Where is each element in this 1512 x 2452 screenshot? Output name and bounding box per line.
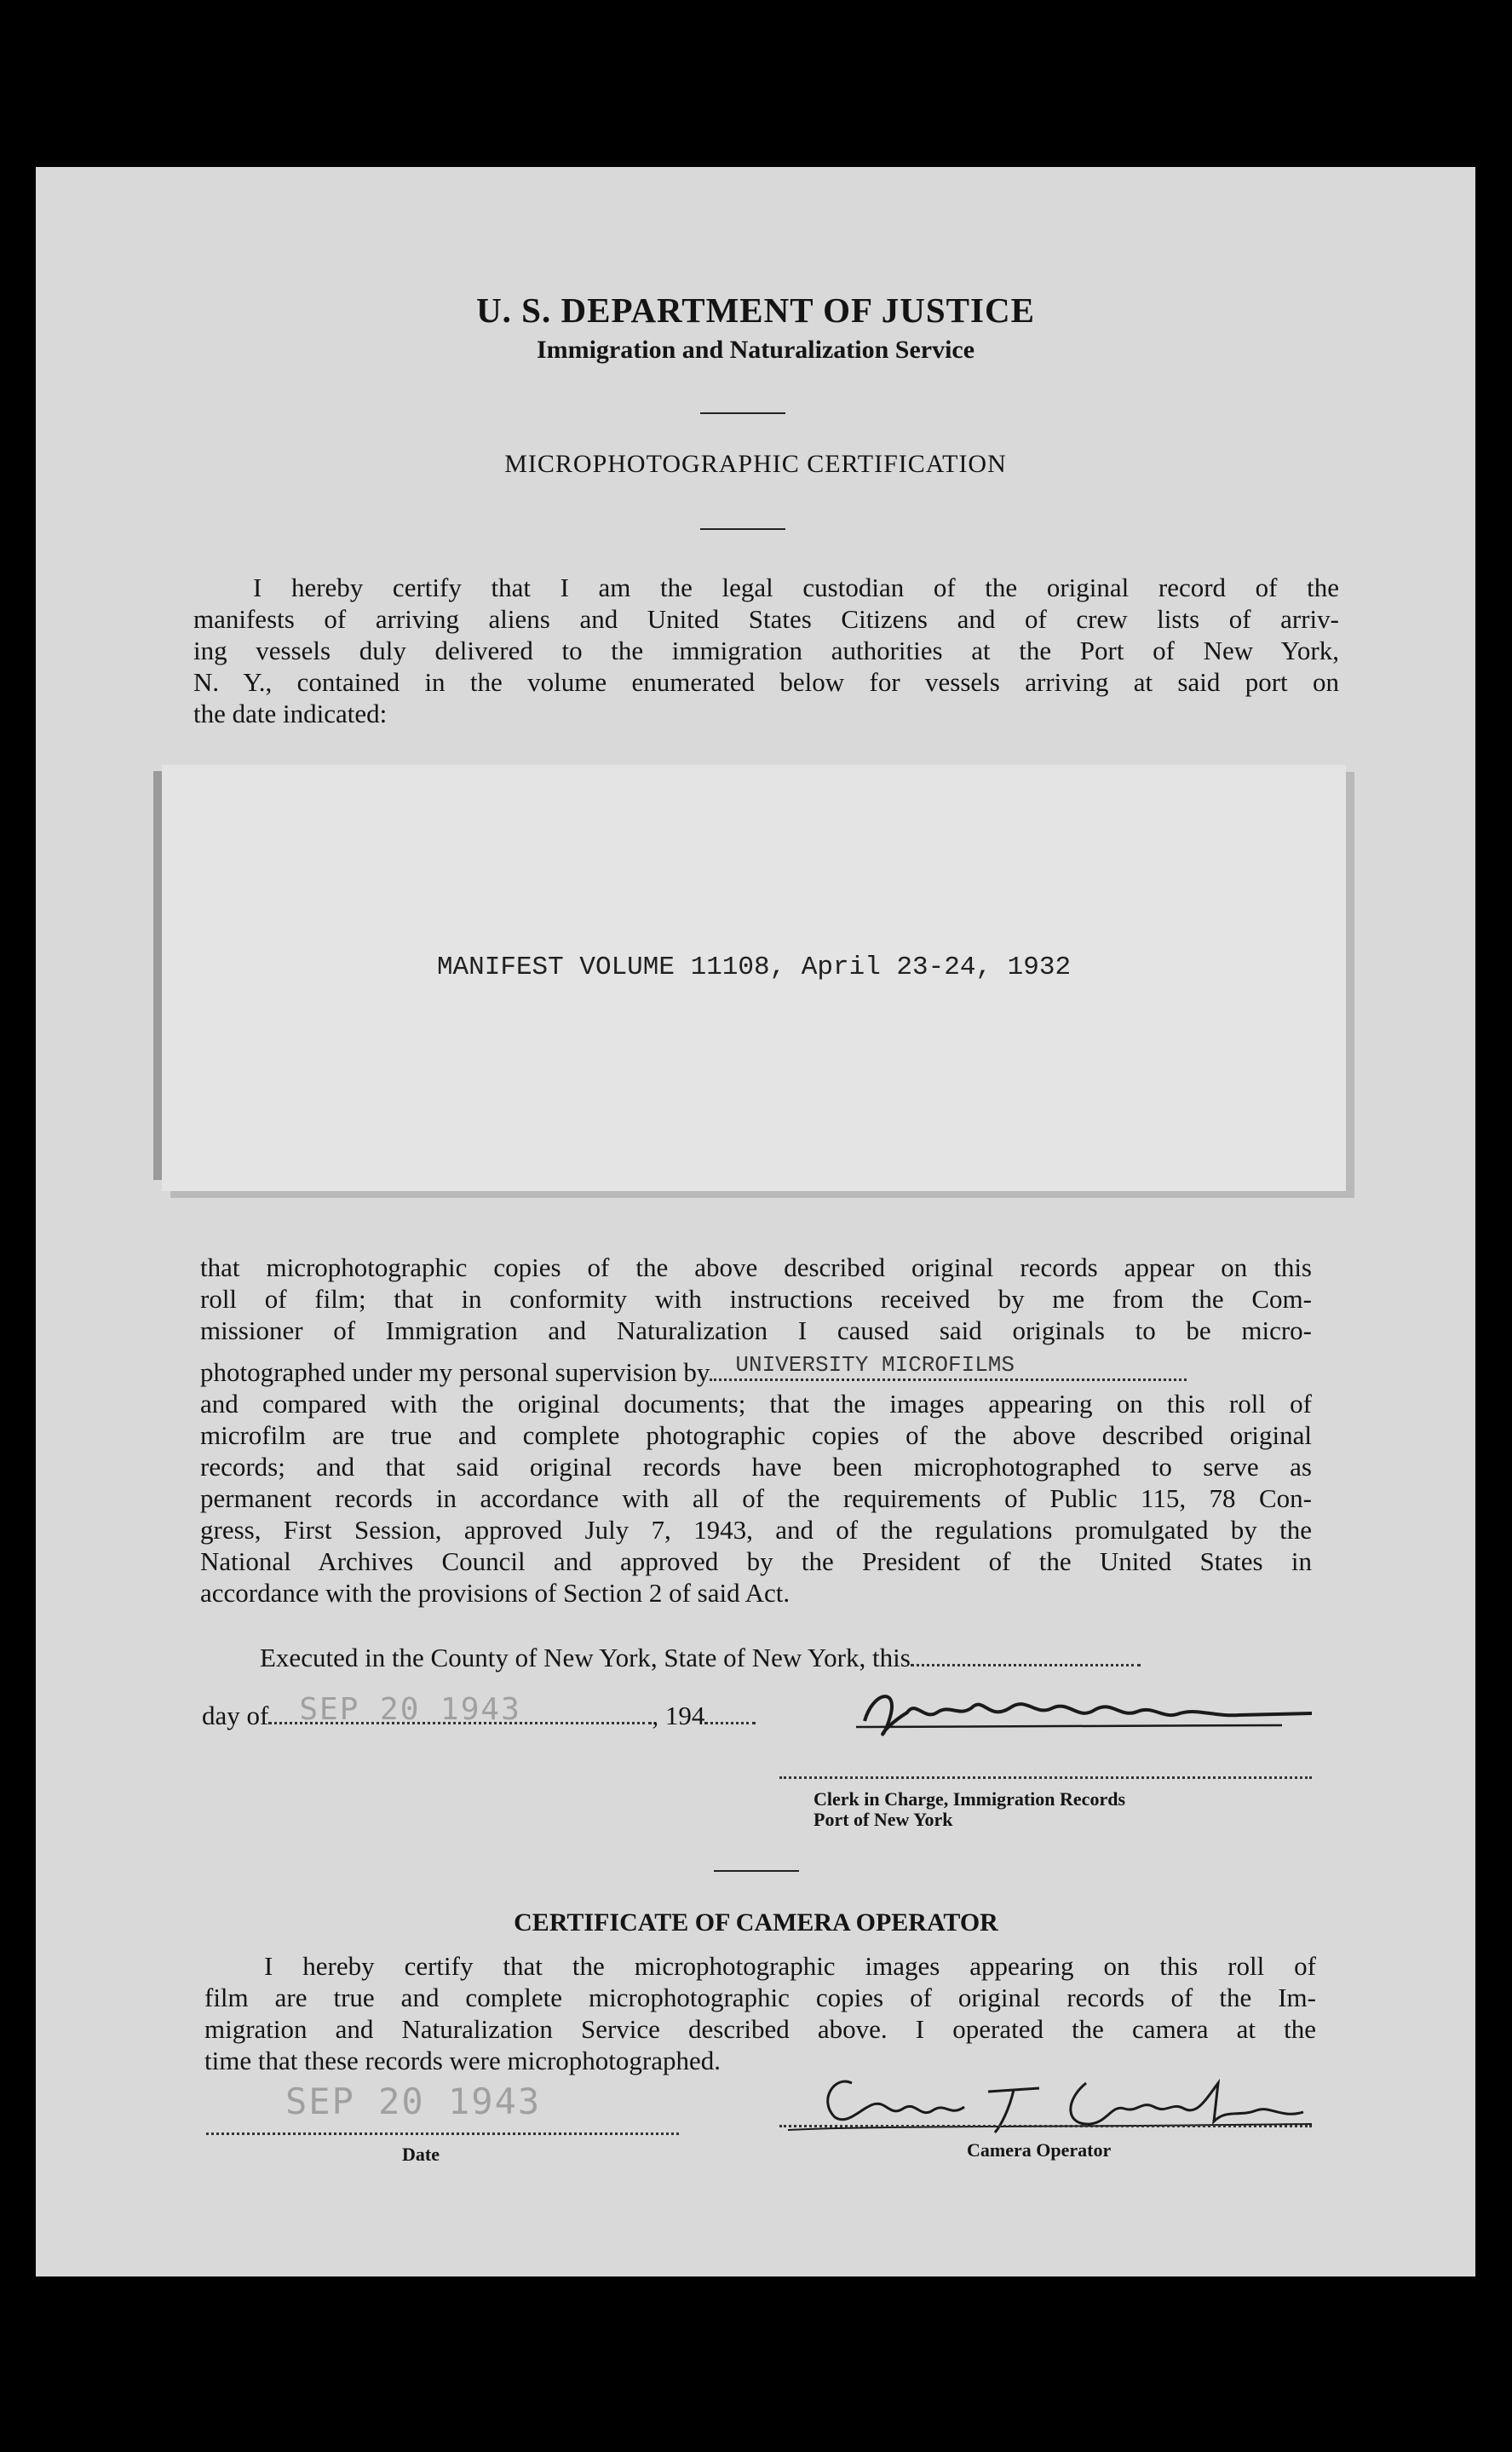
camera-date-stamp: SEP 20 1943 [285,2081,542,2122]
certification-paragraph [200,1252,1312,1627]
certification-title: MICROPHOTOGRAPHIC CERTIFICATION [504,450,1007,478]
divider [700,528,785,530]
divider [700,412,785,414]
day-of-field [268,1692,652,1727]
cert-line: roll of film; that in conformity with instructions received by me from the Com- [200,1284,1312,1314]
cert-line: permanent records in accordance with all of the requirements of Public 115, 78 Con- [200,1483,1312,1513]
clerk-signature [839,1683,1316,1742]
cert-line: accordance with the provisions of Section 2 of said Act. [200,1578,790,1608]
camera-date-line [206,2133,679,2135]
camera-line: migration and Naturalization Service described above. I operated the camera at the [204,2014,1316,2044]
cert-line: gress, First Session, approved July 7, 1943, and of the regulations promulgated by the [200,1515,1312,1545]
service-subheading: Immigration and Naturalization Service [536,336,975,364]
cert-line: that microphotographic copies of the above described original records appear on this [200,1252,1312,1282]
date-stamp: SEP 20 1943 [299,1692,521,1727]
execution-text: Executed in the County of New York, State of New York, this [260,1643,911,1672]
intro-line: the date indicated: [193,699,388,728]
camera-heading: CERTIFICATE OF CAMERA OPERATOR [514,1908,998,1937]
execution-day-field [911,1643,1141,1666]
date-line [202,1692,756,1731]
intro-line: manifests of arriving aliens and United States Citizens and of crew lists of arriv- [193,604,1339,634]
cert-line: microfilm are true and complete photographic copies of the above described original [200,1420,1312,1450]
camera-operator-label: Camera Operator [967,2139,1112,2161]
supervision-label: photographed under my personal supervision by [200,1357,710,1387]
manifest-volume-text: MANIFEST VOLUME 11108, April 23-24, 1932 [436,953,1072,982]
intro-line: I hereby certify that I am the legal custodian of the original record of the [253,573,1339,602]
cert-line: National Archives Council and approved by the President of the United States in [200,1546,1312,1576]
clerk-port: Port of New York [813,1809,953,1830]
year-field [704,1701,756,1724]
execution-line [260,1643,1141,1673]
manifest-slip [162,765,1346,1191]
intro-paragraph [193,573,1339,743]
camera-line: film are true and complete microphotographic copies of original records of the Im- [204,1983,1316,2012]
camera-line: time that these records were microphotographed. [204,2046,721,2075]
year-prefix: , 194 [652,1701,705,1730]
department-heading: U. S. DEPARTMENT OF JUSTICE [476,291,1035,330]
camera-operator-line [779,2125,1312,2127]
clerk-title: Clerk in Charge, Immigration Records [813,1788,1126,1810]
day-of-label: day of [202,1701,269,1730]
cert-line: and compared with the original documents; that the images appearing on this roll of [200,1389,1312,1419]
divider [714,1870,799,1872]
camera-operator-signature [784,2058,1329,2143]
clerk-signature-line [779,1776,1312,1779]
cert-line: missioner of Immigration and Naturalization I caused said originals to be micro- [200,1315,1312,1345]
cert-line: records; and that said original records have been microphotographed to serve as [200,1452,1312,1482]
intro-line: ing vessels duly delivered to the immigration authorities at the Port of New York, [193,636,1339,665]
supervision-value: UNIVERSITY MICROFILMS [735,1352,1015,1378]
supervision-field [710,1352,1187,1381]
intro-line: N. Y., contained in the volume enumerated below for vessels arriving at said port on [193,667,1339,697]
camera-line: I hereby certify that the microphotographic images appearing on this roll of [264,1951,1316,1981]
supervision-line [200,1352,1312,1388]
camera-date-label: Date [402,2144,440,2165]
